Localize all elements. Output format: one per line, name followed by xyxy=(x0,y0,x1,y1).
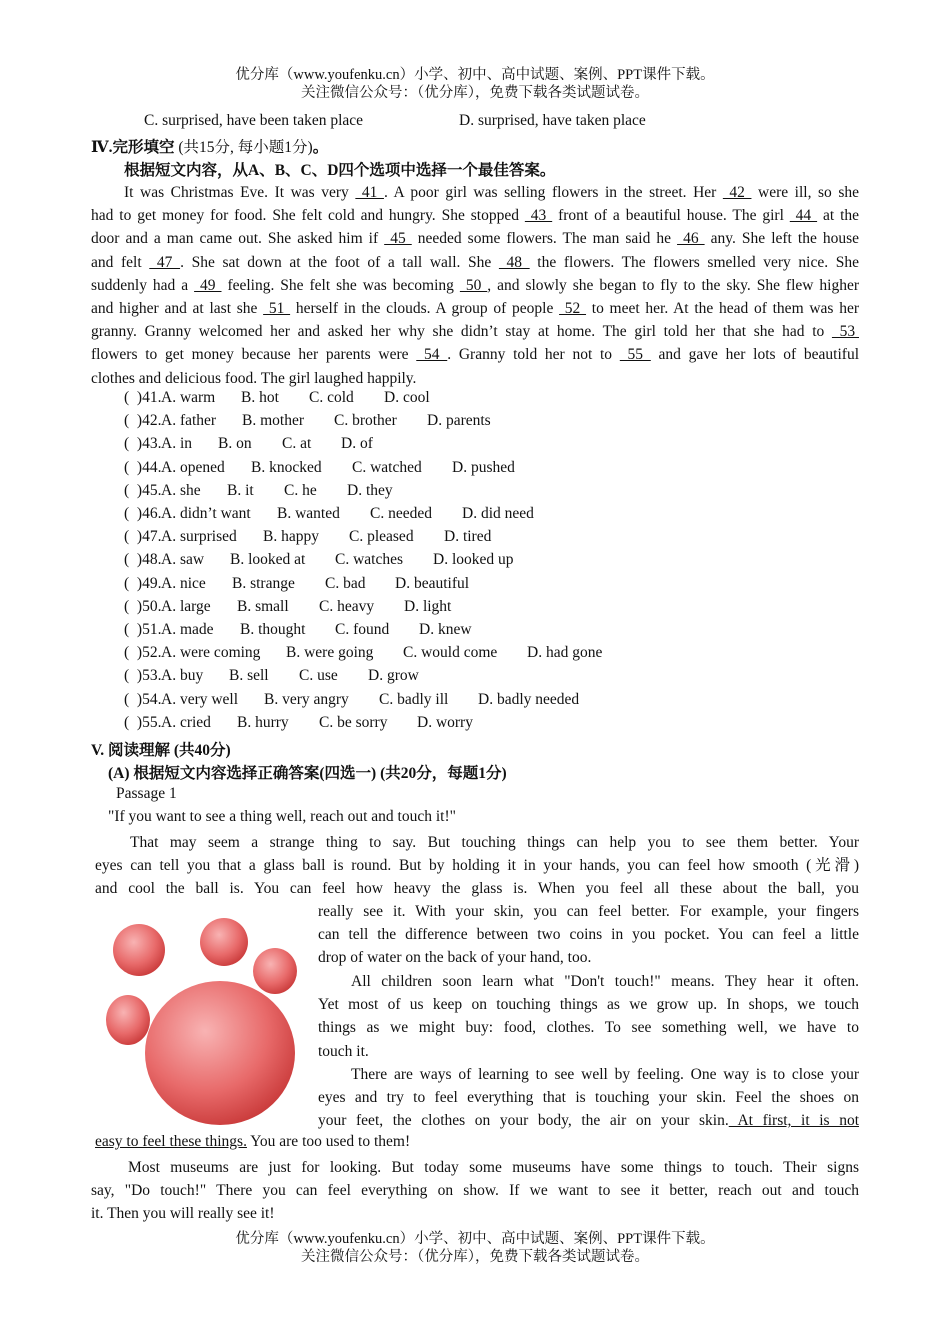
option-a: A. opened xyxy=(161,458,225,476)
option-d: D. knew xyxy=(419,621,472,638)
text-span: Yet most of us keep on touching things as we grow up. In shops, we touch xyxy=(318,996,859,1014)
passage-paragraph-4 xyxy=(91,1156,859,1226)
option-b: B. thought xyxy=(240,621,306,638)
text-span: herself in the clouds. A group of people xyxy=(290,299,560,317)
option-a: A. buy xyxy=(161,667,204,685)
text-line xyxy=(91,343,859,366)
page-footer-line-2: 关注微信公众号：（优分库），免费下载各类试题试卷。 xyxy=(301,1249,649,1265)
answer-blank[interactable]: ( )44. xyxy=(124,458,162,476)
text-span: It was Christmas Eve. It was very xyxy=(124,184,356,201)
option-b: B. wanted xyxy=(277,505,340,522)
option-a: A. nice xyxy=(161,574,206,592)
text-span: any. She left the house xyxy=(704,230,859,248)
cloze-question-list xyxy=(0,389,950,739)
answer-blank[interactable]: ( )47. xyxy=(124,528,162,546)
question-row xyxy=(0,667,950,690)
text-span: the flowers. The flowers smelled very nice. She xyxy=(529,253,859,271)
passage-quote: "If you want to see a thing well, reach out and touch it!" xyxy=(108,808,456,825)
cloze-heading-title: 完形填空 xyxy=(112,139,175,156)
option-a: A. warm xyxy=(161,389,216,406)
option-d: D. pushed xyxy=(452,458,515,476)
blank-41: 41 xyxy=(355,184,384,201)
option-d: D. of xyxy=(341,435,373,453)
option-c: C. watches xyxy=(335,551,404,569)
text-line xyxy=(95,831,859,854)
option-c: C. at xyxy=(282,435,312,453)
text-line xyxy=(318,970,859,993)
answer-blank[interactable]: ( )55. xyxy=(124,713,162,731)
question-row xyxy=(0,505,950,528)
paw-toe-1 xyxy=(113,924,165,976)
option-b: B. happy xyxy=(263,528,319,546)
text-line xyxy=(91,1156,859,1179)
cloze-instruction: 根据短文内容，从A、B、C、D四个选项中选择一个最佳答案。 xyxy=(124,162,556,179)
paw-toe-3 xyxy=(253,948,297,994)
passage-paragraph-3-end xyxy=(95,1133,410,1151)
text-line xyxy=(91,1202,859,1225)
text-line xyxy=(91,227,859,250)
option-c: C. use xyxy=(299,667,338,685)
option-d: D. beautiful xyxy=(395,574,470,592)
cloze-heading-note: (共15分, 每小题1分) xyxy=(178,139,313,156)
answer-blank[interactable]: ( )53. xyxy=(124,667,162,685)
text-span: and felt xyxy=(91,253,150,271)
text-line xyxy=(91,181,859,204)
text-line xyxy=(318,1063,859,1086)
answer-blank[interactable]: ( )45. xyxy=(124,481,162,499)
text-span: can tell the difference between two coins in you pocket. You can feel a little xyxy=(318,926,859,944)
answer-blank[interactable]: ( )43. xyxy=(124,435,162,453)
page-footer-line-1: 优分库（www.youfenku.cn）小学、初中、高中试题、案例、PPT课件下载。 xyxy=(235,1231,715,1247)
blank-42: 42 xyxy=(722,184,752,201)
text-span: . A poor girl was selling flowers in the street. Her xyxy=(383,184,723,201)
text-span: feeling. She felt she was becoming xyxy=(221,276,460,294)
option-a: A. surprised xyxy=(161,528,237,546)
blank-53: 53 xyxy=(831,323,859,341)
passage-label: Passage 1 xyxy=(116,785,177,802)
option-a: A. she xyxy=(161,481,201,499)
paw-toe-2 xyxy=(200,918,248,966)
cloze-passage xyxy=(91,181,859,390)
option-b: B. on xyxy=(218,435,252,453)
text-span: it. Then you will really see it! xyxy=(91,1205,275,1223)
text-span: and higher and at last she xyxy=(91,299,264,317)
option-b: B. hot xyxy=(241,389,279,406)
text-line xyxy=(318,923,859,946)
text-line xyxy=(318,946,859,969)
option-d: D. grow xyxy=(368,667,419,685)
text-line xyxy=(91,320,859,343)
option-b: B. very angry xyxy=(264,690,349,708)
page-header-line-1: 优分库（www.youfenku.cn）小学、初中、高中试题、案例、PPT课件下载。 xyxy=(235,67,715,83)
text-line xyxy=(95,877,859,900)
text-line xyxy=(318,1040,859,1063)
question-row xyxy=(0,714,950,737)
text-span: , and slowly she began to fly to the sky. She flew higher xyxy=(487,276,859,294)
underlined-sentence-part-2: easy to feel these things. xyxy=(95,1133,247,1150)
option-c: C. cold xyxy=(309,389,354,406)
text-span: things as we might buy: food, clothes. To see something well, we have to xyxy=(318,1019,859,1037)
text-span: That may seem a strange thing to say. But touching things can help you to see them better. Your xyxy=(130,834,859,851)
cloze-heading xyxy=(91,135,328,157)
question-row xyxy=(0,598,950,621)
option-c: C. would come xyxy=(403,644,498,662)
text-span: had to get money for food. She felt cold and hungry. She stopped xyxy=(91,207,525,225)
blank-45: 45 xyxy=(384,230,412,248)
question-row xyxy=(0,551,950,574)
option-b: B. sell xyxy=(229,667,269,685)
text-line xyxy=(318,993,859,1016)
option-c: C. he xyxy=(284,481,317,499)
text-span: say, "Do touch!" There you can feel everything on show. If we want to see it better, reach out and touch xyxy=(91,1182,859,1200)
option-b: B. mother xyxy=(242,412,304,430)
text-line xyxy=(318,1016,859,1039)
blank-54: 54 xyxy=(416,346,448,364)
answer-blank[interactable]: ( )52. xyxy=(124,644,162,662)
blank-46: 46 xyxy=(677,230,705,248)
option-b: B. were going xyxy=(286,644,374,662)
text-span: Most museums are just for looking. But today some museums have some things to touch. Their signs xyxy=(128,1159,859,1176)
option-a: A. in xyxy=(161,435,192,453)
option-d: D. light xyxy=(404,597,452,615)
blank-44: 44 xyxy=(789,207,818,225)
text-span: drop of water on the back of your hand, too. xyxy=(318,949,592,967)
paw-pad xyxy=(145,981,295,1125)
reading-heading: V. 阅读理解 (共40分) xyxy=(91,742,231,759)
passage-paragraph-1 xyxy=(95,831,859,901)
passage-paragraph-3 xyxy=(318,1063,859,1133)
question-row xyxy=(0,528,950,551)
cloze-heading-end: 。 xyxy=(312,139,329,156)
text-span: needed some flowers. The man said he xyxy=(411,230,678,248)
text-span: flowers to get money because her parents were xyxy=(91,346,417,364)
option-c: C. found xyxy=(335,621,390,638)
passage-paragraph-2 xyxy=(318,970,859,1063)
text-span: . Granny told her not to xyxy=(447,346,620,364)
blank-43: 43 xyxy=(524,207,553,225)
text-span: . She sat down at the foot of a tall wall. She xyxy=(180,253,499,271)
blank-52: 52 xyxy=(559,299,587,317)
option-d: D. tired xyxy=(444,528,492,546)
option-c: C. brother xyxy=(334,412,397,430)
text-line xyxy=(318,1086,859,1109)
blank-51: 51 xyxy=(263,299,291,317)
page-header-line-2: 关注微信公众号：（优分库），免费下载各类试题试卷。 xyxy=(301,85,649,101)
question-row xyxy=(0,435,950,458)
text-line xyxy=(318,900,859,923)
question-row xyxy=(0,621,950,644)
option-b: B. looked at xyxy=(230,551,306,569)
option-a: A. made xyxy=(161,621,214,638)
blank-50: 50 xyxy=(459,276,488,294)
text-span: suddenly had a xyxy=(91,276,195,294)
option-a: A. saw xyxy=(161,551,205,569)
question-row xyxy=(0,459,950,482)
answer-blank[interactable]: ( )48. xyxy=(124,551,162,569)
text-line xyxy=(95,854,859,877)
text-line xyxy=(91,251,859,274)
option-a: A. were coming xyxy=(161,644,261,662)
text-line xyxy=(91,367,859,390)
option-b: B. small xyxy=(237,597,289,615)
option-a: A. didn’t want xyxy=(161,505,251,522)
answer-blank[interactable]: ( )54. xyxy=(124,690,162,708)
option-d: D. they xyxy=(347,481,393,499)
prev-option-c: C. surprised, have been taken place xyxy=(144,112,364,129)
text-span: to meet her. At the head of them was her xyxy=(586,299,859,317)
paw-print-graphic xyxy=(100,908,300,1128)
passage-paragraph-1-continued xyxy=(318,900,859,970)
blank-49: 49 xyxy=(194,276,222,294)
option-c: C. watched xyxy=(352,458,422,476)
text-span: and cool the ball is. You can feel how heavy the glass is. When you feel all these about the ball, you xyxy=(95,880,859,898)
option-c: C. heavy xyxy=(319,597,375,615)
prev-option-d: D. surprised, have taken place xyxy=(459,112,646,129)
text-span: front of a beautiful house. The girl xyxy=(552,207,790,225)
option-c: C. bad xyxy=(325,574,366,592)
text-span: granny. Granny welcomed her and asked her why she didn’t stay at home. The girl told her that she had to xyxy=(91,323,832,341)
question-row xyxy=(0,691,950,714)
answer-blank[interactable]: ( )51. xyxy=(124,621,162,638)
text-span: clothes and delicious food. The girl laughed happily. xyxy=(91,369,417,387)
question-row xyxy=(0,482,950,505)
text-span: really see it. With your skin, you can feel better. For example, your fingers xyxy=(318,903,859,920)
paragraph-3-tail: You are too used to them! xyxy=(246,1133,411,1150)
option-d: D. looked up xyxy=(433,551,514,569)
question-row xyxy=(0,412,950,435)
answer-blank[interactable]: ( )49. xyxy=(124,574,162,592)
question-row xyxy=(0,644,950,667)
underlined-sentence-part-1: At first, it is not xyxy=(728,1112,859,1130)
option-d: D. had gone xyxy=(527,644,603,662)
text-span: were ill, so she xyxy=(751,184,859,201)
text-line xyxy=(91,1179,859,1202)
cloze-heading-num: Ⅳ. xyxy=(91,139,113,156)
paw-print-icon xyxy=(100,908,300,1128)
option-a: A. very well xyxy=(161,690,239,708)
option-b: B. knocked xyxy=(251,458,322,476)
text-span: There are ways of learning to see well by feeling. One way is to close your xyxy=(351,1066,859,1083)
text-line xyxy=(91,297,859,320)
option-c: C. badly ill xyxy=(379,690,449,708)
reading-subheading: (A) 根据短文内容选择正确答案(四选一) (共20分，每题1分) xyxy=(108,765,507,782)
option-a: A. father xyxy=(161,412,217,430)
option-d: D. badly needed xyxy=(478,690,580,708)
text-line xyxy=(91,274,859,297)
paw-toe-4 xyxy=(106,995,150,1045)
option-c: C. be sorry xyxy=(319,713,388,731)
text-span: All children soon learn what "Don't touch!" means. They hear it often. xyxy=(351,973,859,990)
text-span: your feet, the clothes on your body, the air on your skin. xyxy=(318,1112,729,1130)
text-line xyxy=(318,1109,859,1132)
option-b: B. it xyxy=(227,481,254,499)
text-span: and gave her lots of beautiful xyxy=(650,346,859,364)
option-c: C. pleased xyxy=(349,528,414,546)
answer-blank[interactable]: ( )41. xyxy=(124,389,162,406)
option-b: B. hurry xyxy=(237,713,289,731)
option-d: D. worry xyxy=(417,713,473,731)
answer-blank[interactable]: ( )46. xyxy=(124,505,162,522)
option-d: D. did need xyxy=(462,505,534,522)
option-b: B. strange xyxy=(232,574,295,592)
option-a: A. cried xyxy=(161,713,211,731)
blank-48: 48 xyxy=(498,253,530,271)
text-span: eyes can tell you that a glass ball is round. But by holding it in your hands, you can feel how smooth (光滑) xyxy=(95,857,859,875)
option-a: A. large xyxy=(161,597,211,615)
text-line xyxy=(91,204,859,227)
answer-blank[interactable]: ( )42. xyxy=(124,412,162,430)
option-d: D. parents xyxy=(427,412,491,430)
option-d: D. cool xyxy=(384,389,430,406)
text-span: door and a man came out. She asked him if xyxy=(91,230,385,248)
option-c: C. needed xyxy=(370,505,432,522)
text-span: touch it. xyxy=(318,1042,369,1060)
text-span: eyes and try to feel everything that is touching your skin. Feel the shoes on xyxy=(318,1089,859,1107)
blank-55: 55 xyxy=(619,346,651,364)
question-row xyxy=(0,389,950,412)
text-span: at the xyxy=(817,207,859,225)
question-row xyxy=(0,575,950,598)
blank-47: 47 xyxy=(149,253,181,271)
answer-blank[interactable]: ( )50. xyxy=(124,597,162,615)
